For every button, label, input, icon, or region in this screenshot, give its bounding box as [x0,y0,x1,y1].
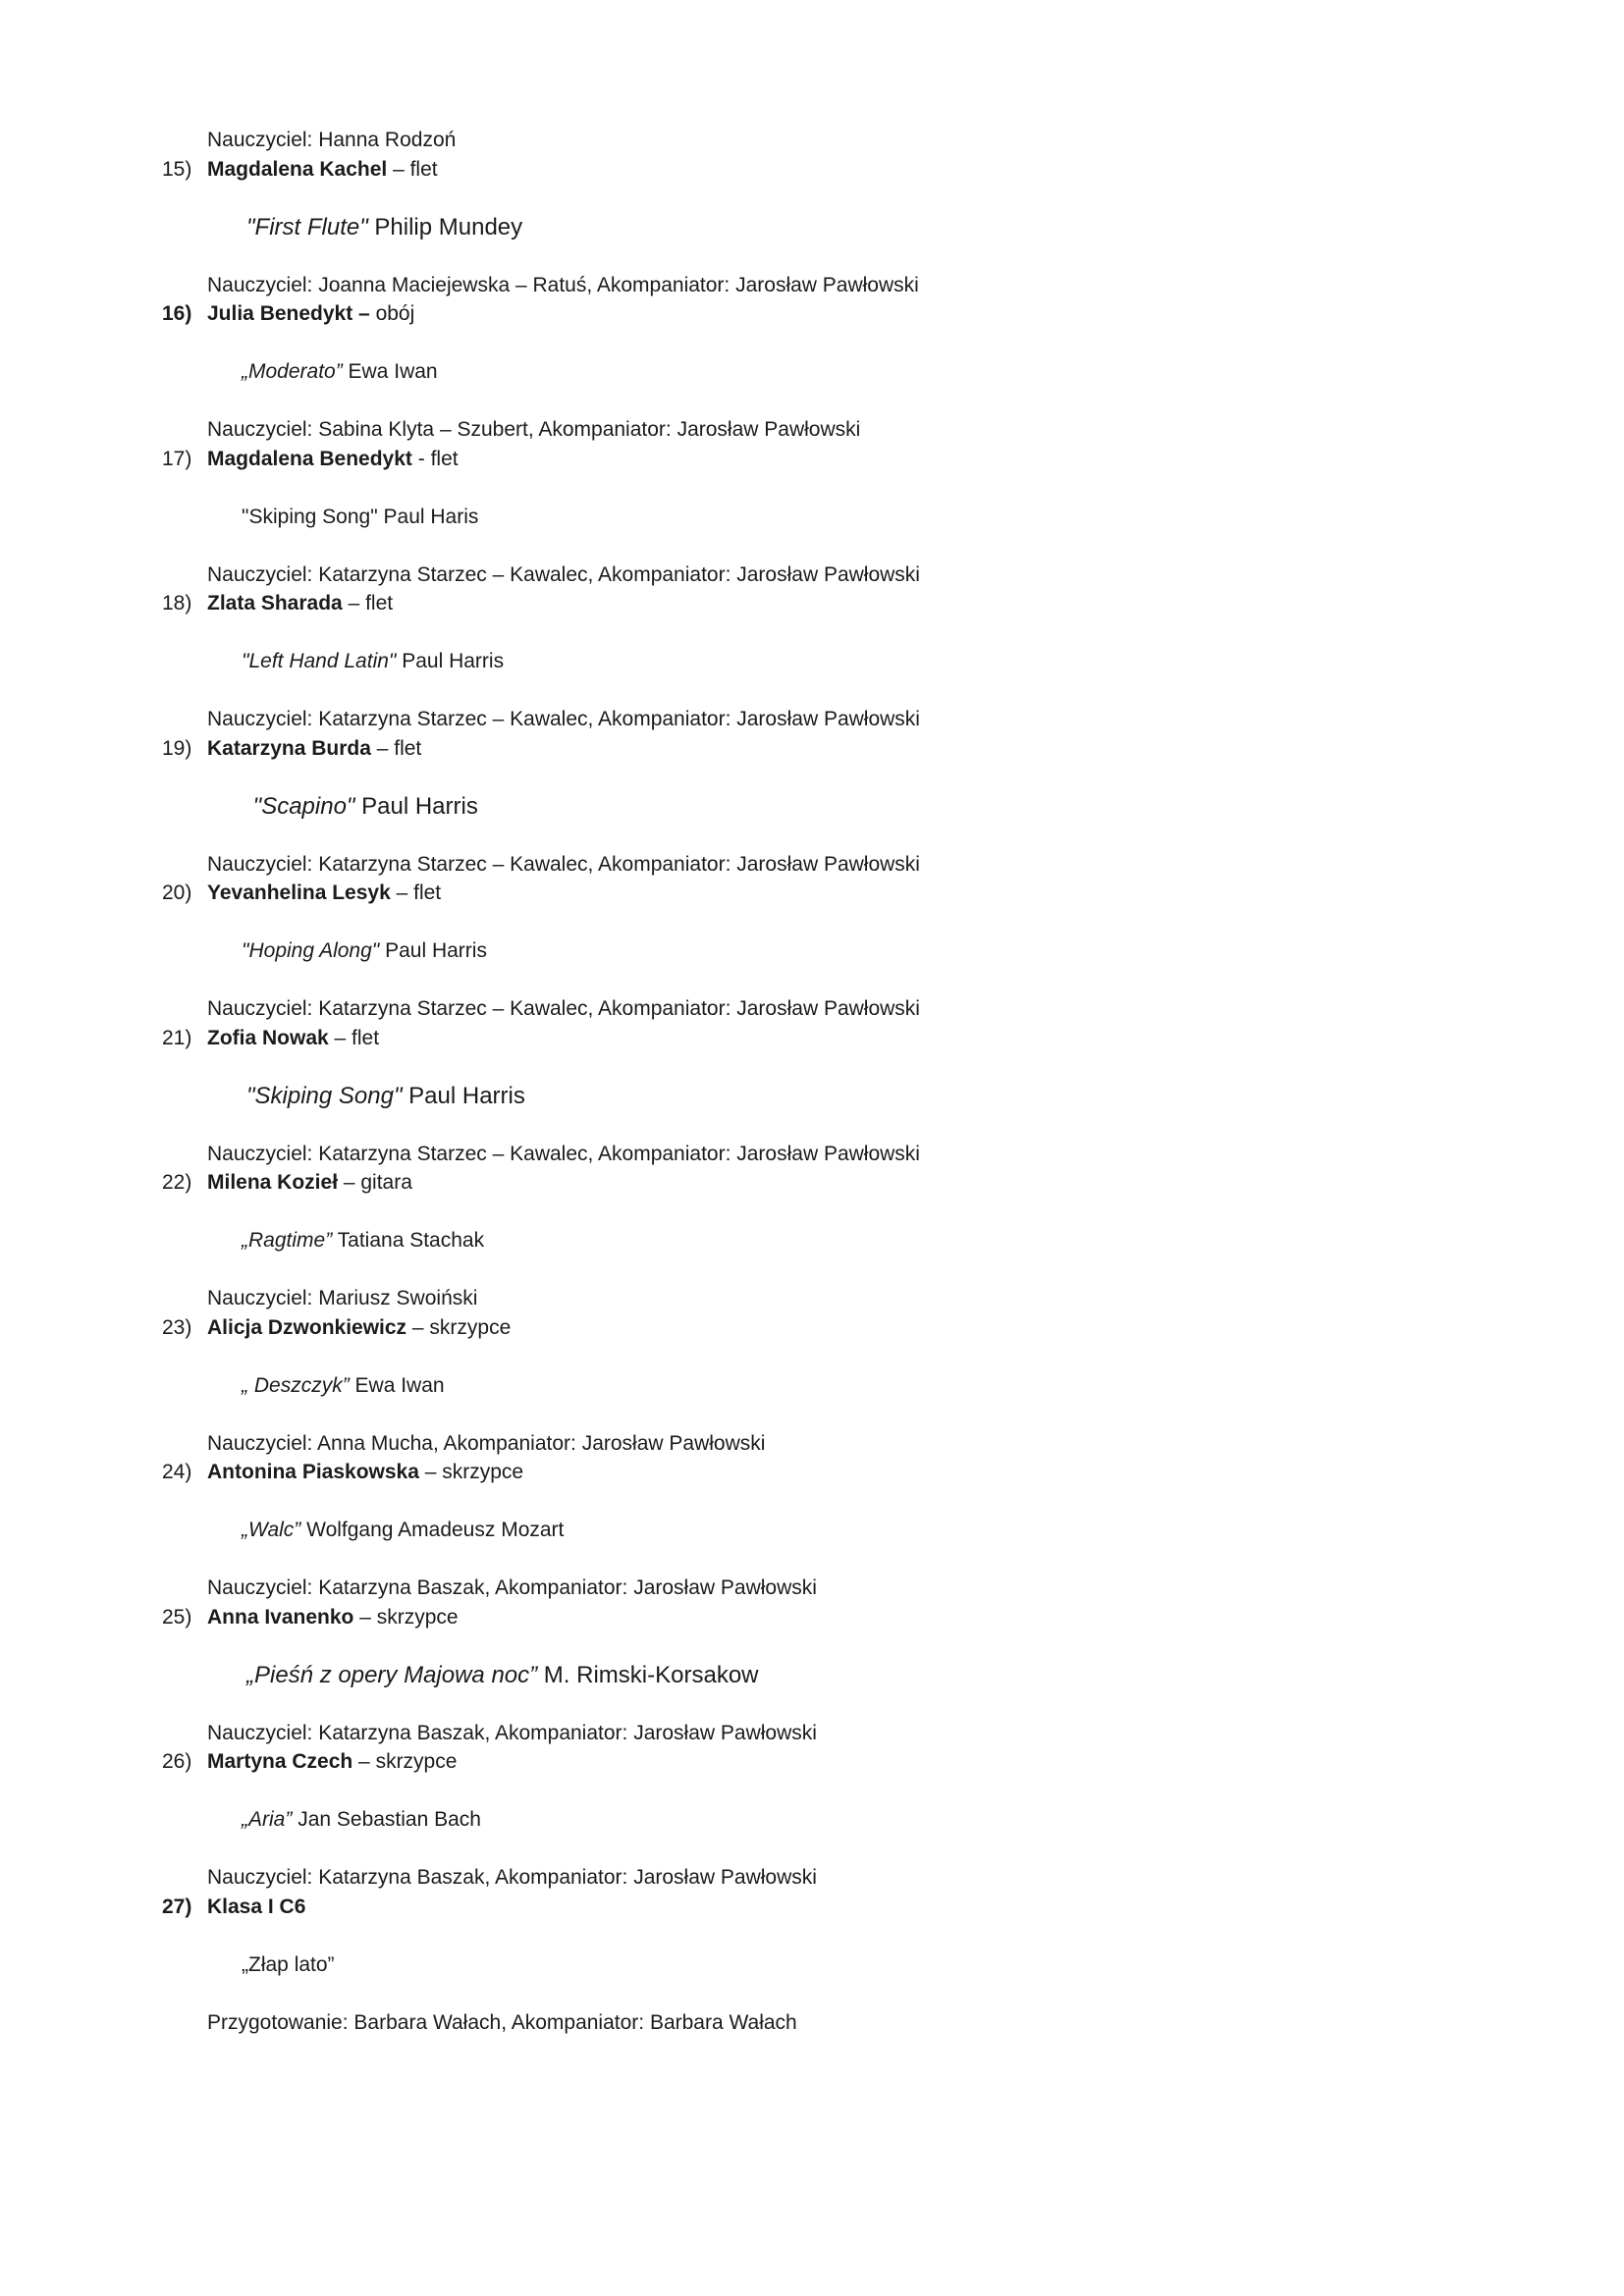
program-entry [162,1313,1380,1459]
piece-title: „ Deszczyk” [242,1373,350,1397]
performer-name: Magdalena Benedykt [207,447,412,470]
performer-name: Magdalena Kachel [207,157,388,181]
performer-name: Anna Ivanenko [207,1605,354,1629]
program-entry [162,1168,1380,1313]
program-entry [162,734,1380,880]
entry-name-line [162,734,1380,764]
program-entry [162,1458,1380,1603]
instrument-label: obój [369,302,415,325]
instrument-label: – skrzypce [418,1461,524,1483]
entry-name-text [207,299,414,329]
program-entry [162,1747,1380,1893]
entry-number: 15) [162,157,192,181]
entry-teacher-line: Nauczyciel: Katarzyna Starzec – Kawalec, Akompaniator: Jarosław Pawłowski [207,708,920,730]
composer-name: Paul Harris [402,1082,525,1109]
entry-title-line [207,473,1380,561]
entry-title-line [207,1198,1380,1285]
composer-name: Tatiana Stachak [332,1229,485,1252]
entry-title-line [207,1342,1380,1429]
instrument-label: – flet [328,1026,380,1049]
composer-name: Ewa Iwan [342,360,438,383]
piece-title: "Scapino" [246,792,355,820]
entry-name-text [207,1603,459,1632]
entry-title-line [207,763,1380,850]
instrument-label: – flet [390,881,442,904]
instrument-label: – skrzypce [353,1605,459,1629]
entry-teacher-line: Nauczyciel: Katarzyna Starzec – Kawalec, Akompaniator: Jarosław Pawłowski [207,997,920,1020]
composer-name: Paul Harris [354,792,478,820]
piece-title: „Złap lato” [242,1952,335,1976]
entry-number: 23) [162,1315,192,1339]
program-entry [162,445,1380,590]
document-content [162,126,1380,2037]
entry-teacher-line: Przygotowanie: Barbara Wałach, Akompaniator: Barbara Wałach [207,2010,797,2034]
entry-name-line [162,589,1380,618]
composer-name: Wolfgang Amadeusz Mozart [300,1519,565,1541]
entry-teacher-line: Nauczyciel: Katarzyna Baszak, Akompaniator: Jarosław Pawłowski [207,1866,817,1889]
instrument-label: – skrzypce [352,1750,458,1773]
entry-title-line [207,184,1380,271]
piece-title: "Skiping Song" [246,1082,403,1109]
entry-teacher-line: Nauczyciel: Mariusz Swoiński [207,1287,478,1309]
performer-name: Alicja Dzwonkiewicz [207,1315,407,1339]
entry-name-text [207,155,438,185]
performer-name: Katarzyna Burda [207,736,371,760]
piece-title: "First Flute" [246,213,368,240]
entry-number: 26) [162,1750,192,1773]
entry-number: 19) [162,736,192,760]
entry-number: 21) [162,1026,192,1049]
composer-name: M. Rimski-Korsakow [537,1661,759,1688]
entry-name-text [207,1747,457,1777]
program-entry [162,1893,1380,2038]
performer-name: Yevanhelina Lesyk [207,881,391,904]
entry-name-line [162,299,1380,329]
composer-name: Jan Sebastian Bach [292,1808,481,1831]
piece-title: „Walc” [242,1519,301,1541]
piece-title: „Pieśń z opery Majowa noc” [246,1661,538,1688]
entry-name-line [162,1313,1380,1343]
orphan-teacher-line: Nauczyciel: Hanna Rodzoń [207,129,457,151]
program-entry [162,879,1380,1024]
program-entry [162,1024,1380,1169]
entry-number: 17) [162,447,192,470]
entry-name-text [207,1168,412,1198]
entry-name-line [162,1603,1380,1632]
entry-title-line [207,329,1380,416]
entry-name-line [162,1168,1380,1198]
entry-title-line [207,1052,1380,1140]
entry-teacher-line: Nauczyciel: Katarzyna Starzec – Kawalec, Akompaniator: Jarosław Pawłowski [207,562,920,586]
entry-name-text [207,879,441,908]
composer-name: Ewa Iwan [349,1373,445,1397]
entry-name-text [207,589,393,618]
instrument-label: - flet [411,447,459,470]
entry-teacher-line: Nauczyciel: Katarzyna Starzec – Kawalec, Akompaniator: Jarosław Pawłowski [207,1142,920,1165]
entry-number: 18) [162,592,192,614]
entry-title-line [207,618,1380,706]
entry-name-line [162,1458,1380,1487]
entry-name-line [162,445,1380,474]
program-entry [162,589,1380,734]
performer-name: Klasa I C6 [207,1895,306,1918]
program-list [162,155,1380,2038]
piece-title: "Left Hand Latin" [242,650,397,672]
entry-number: 16) [162,302,192,325]
entry-name-line [162,155,1380,185]
composer-name: Philip Mundey [367,213,523,240]
piece-title: "Hoping Along" [242,939,380,962]
composer-name: Paul Harris [379,939,487,962]
entry-title-line [207,1777,1380,1864]
entry-name-line [162,879,1380,908]
performer-name: Milena Kozieł [207,1171,339,1194]
entry-teacher-line: Nauczyciel: Katarzyna Baszak, Akompaniator: Jarosław Pawłowski [207,1721,817,1744]
instrument-label: – gitara [338,1171,412,1194]
program-entry [162,1603,1380,1748]
piece-title: „Ragtime” [242,1229,333,1252]
entry-name-text [207,1024,379,1053]
performer-name: Zofia Nowak [207,1026,329,1049]
program-entry [162,299,1380,445]
entry-number: 22) [162,1171,192,1194]
entry-teacher-line: Nauczyciel: Anna Mucha, Akompaniator: Jarosław Pawłowski [207,1431,766,1455]
entry-name-text [207,1893,305,1922]
instrument-label: – flet [387,157,438,181]
program-entry [162,155,1380,300]
entry-teacher-line: Nauczyciel: Sabina Klyta – Szubert, Akompaniator: Jarosław Pawłowski [207,418,861,441]
entry-name-text [207,1313,511,1343]
entry-name-line [162,1747,1380,1777]
entry-title-line [207,1921,1380,2008]
instrument-label: – flet [342,592,394,614]
composer-name: Paul Haris [377,505,479,528]
entry-teacher-line: Nauczyciel: Joanna Maciejewska – Ratuś, Akompaniator: Jarosław Pawłowski [207,273,919,296]
performer-name: Julia Benedykt – [207,302,370,325]
entry-name-line [162,1024,1380,1053]
instrument-label: – flet [370,736,422,760]
entry-name-line [162,1893,1380,1922]
piece-title: „Moderato” [242,360,343,383]
entry-number: 24) [162,1461,192,1483]
entry-name-text [207,445,459,474]
entry-name-text [207,1458,523,1487]
performer-name: Antonina Piaskowska [207,1461,419,1483]
entry-number: 25) [162,1605,192,1629]
instrument-label: – skrzypce [406,1315,512,1339]
performer-name: Zlata Sharada [207,592,343,614]
entry-title-line [207,1487,1380,1575]
piece-title: „Aria” [242,1808,293,1831]
entry-number: 20) [162,881,192,904]
piece-title: "Skiping Song" [242,505,378,528]
entry-title-line [207,908,1380,995]
entry-title-line [207,1631,1380,1719]
entry-number: 27) [162,1895,192,1918]
entry-name-text [207,734,421,764]
entry-teacher-line: Nauczyciel: Katarzyna Baszak, Akompaniator: Jarosław Pawłowski [207,1576,817,1599]
performer-name: Martyna Czech [207,1750,353,1773]
entry-teacher-line: Nauczyciel: Katarzyna Starzec – Kawalec, Akompaniator: Jarosław Pawłowski [207,852,920,876]
composer-name: Paul Harris [396,650,505,672]
